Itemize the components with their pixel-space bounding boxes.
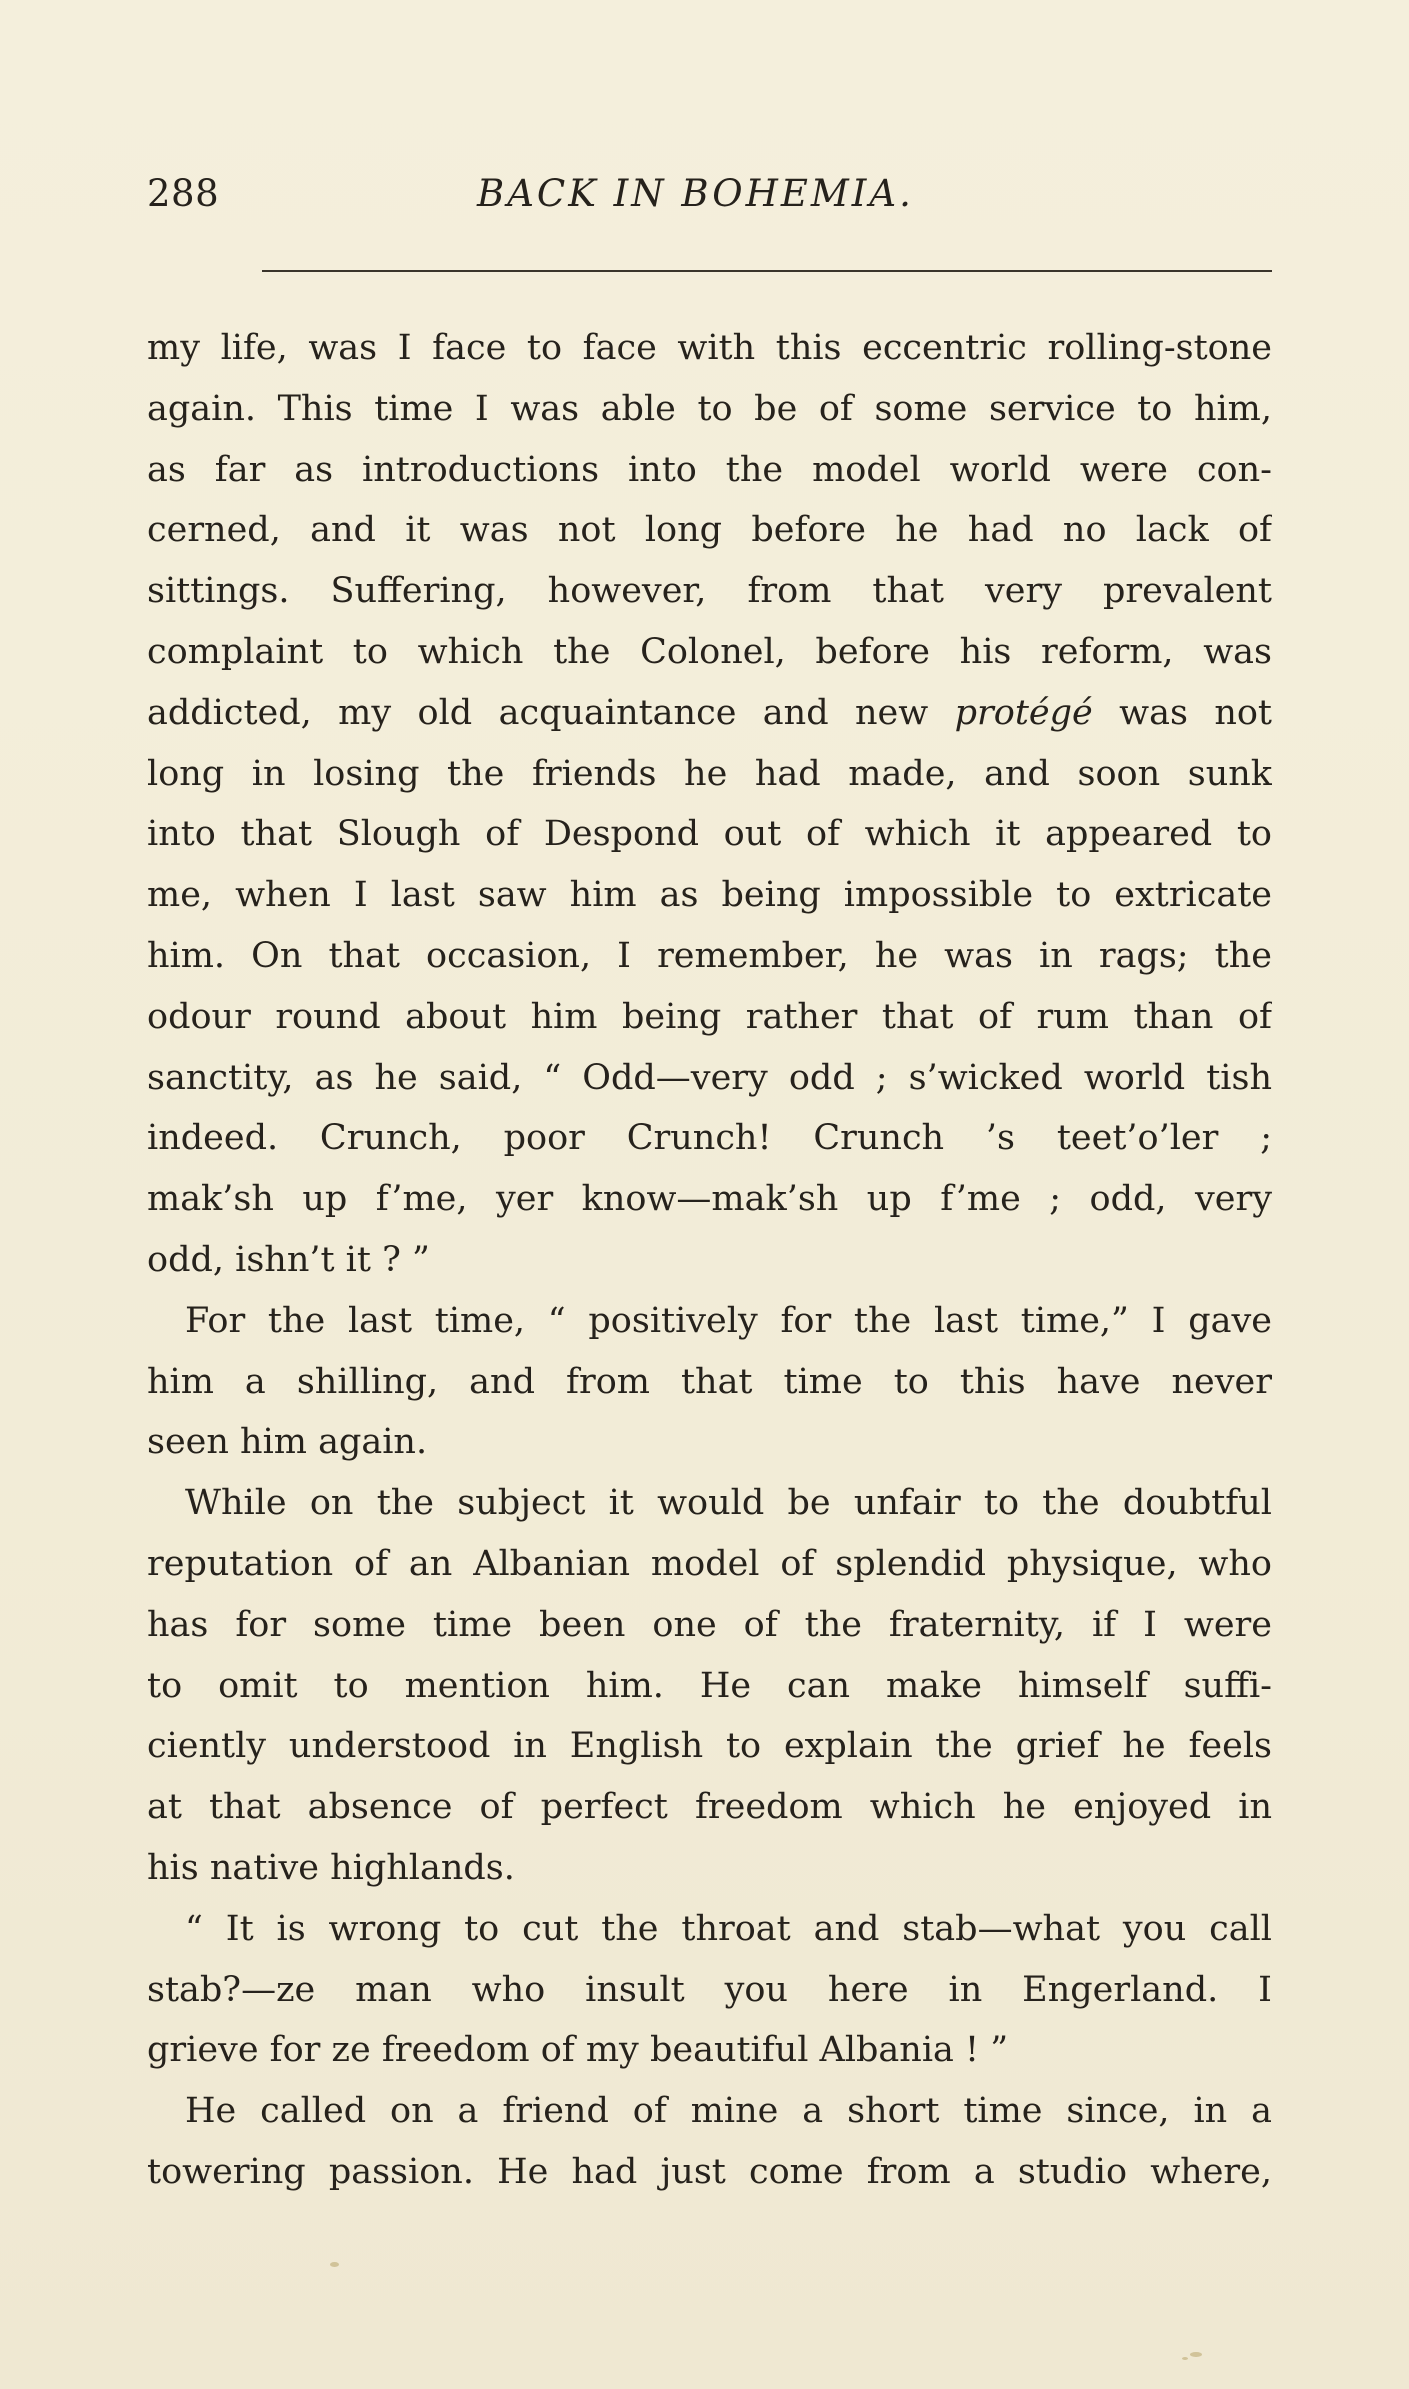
italic-word: protégé xyxy=(954,692,1093,733)
text-line: his native highlands. xyxy=(147,1847,515,1888)
text-line: grieve for ze freedom of my beautiful Albania ! ” xyxy=(147,2030,1009,2071)
text-line: For the last time, “ positively for the last time,” I gave xyxy=(185,1300,1272,1341)
text-line: me, when I last saw him as being impossible to extricate xyxy=(147,875,1272,916)
text-line: long in losing the friends he had made, and soon sunk xyxy=(147,753,1272,794)
text-line: odour round about him being rather that of rum than of xyxy=(147,996,1272,1037)
text-line: odd, ishn’t it ? ” xyxy=(147,1239,430,1280)
text-line: to omit to mention him. He can make himself suffi- xyxy=(147,1665,1272,1706)
text-line: into that Slough of Despond out of which it appeared to xyxy=(147,814,1272,855)
text-line: indeed. Crunch, poor Crunch! Crunch ’s teet’o’ler ; xyxy=(147,1118,1272,1159)
text-line: at that absence of perfect freedom which he enjoyed in xyxy=(147,1787,1272,1828)
text-line: complaint to which the Colonel, before his reform, was xyxy=(147,631,1272,672)
text-line: stab?—ze man who insult you here in Engerland. I xyxy=(147,1969,1272,2010)
text-line: him. On that occasion, I remember, he was in rags; the xyxy=(147,935,1272,976)
page-number: 288 xyxy=(147,172,220,215)
text-line: has for some time been one of the fraternity, if I were xyxy=(147,1604,1272,1645)
text-line: sittings. Suffering, however, from that very prevalent xyxy=(147,571,1272,612)
text-line: He called on a friend of mine a short time since, in a xyxy=(185,2091,1272,2132)
header-rule xyxy=(262,270,1272,272)
paper-speck xyxy=(330,2262,339,2267)
text-line: my life, was I face to face with this eccentric rolling-stone xyxy=(147,328,1272,368)
text-line: While on the subject it would be unfair to the doubtful xyxy=(185,1483,1272,1524)
text-line: cerned, and it was not long before he had no lack of xyxy=(147,510,1272,551)
text-line: towering passion. He had just come from a studio where, xyxy=(147,2151,1272,2192)
text-line: addicted, my old acquaintance and new protégé was not xyxy=(147,692,1272,733)
text-line: “ It is wrong to cut the throat and stab—what you call xyxy=(185,1908,1272,1949)
text-line: as far as introductions into the model world were con- xyxy=(147,449,1272,490)
text-line: again. This time I was able to be of some service to him, xyxy=(147,388,1272,429)
text-line: mak’sh up f’me, yer know—mak’sh up f’me ; odd, very xyxy=(147,1179,1272,1220)
text-line: ciently understood in English to explain the grief he feels xyxy=(147,1726,1272,1767)
running-title: BACK IN BOHEMIA. xyxy=(477,172,914,215)
text-line: sanctity, as he said, “ Odd—very odd ; s’wicked world tish xyxy=(147,1057,1272,1098)
text-line: seen him again. xyxy=(147,1422,428,1463)
text-line: him a shilling, and from that time to this have never xyxy=(147,1361,1272,1402)
paper-speck xyxy=(1190,2352,1202,2357)
page-header xyxy=(147,172,1272,232)
paper-speck xyxy=(1182,2357,1188,2360)
body-text xyxy=(147,318,1272,2203)
text-line: reputation of an Albanian model of splendid physique, who xyxy=(147,1543,1272,1584)
